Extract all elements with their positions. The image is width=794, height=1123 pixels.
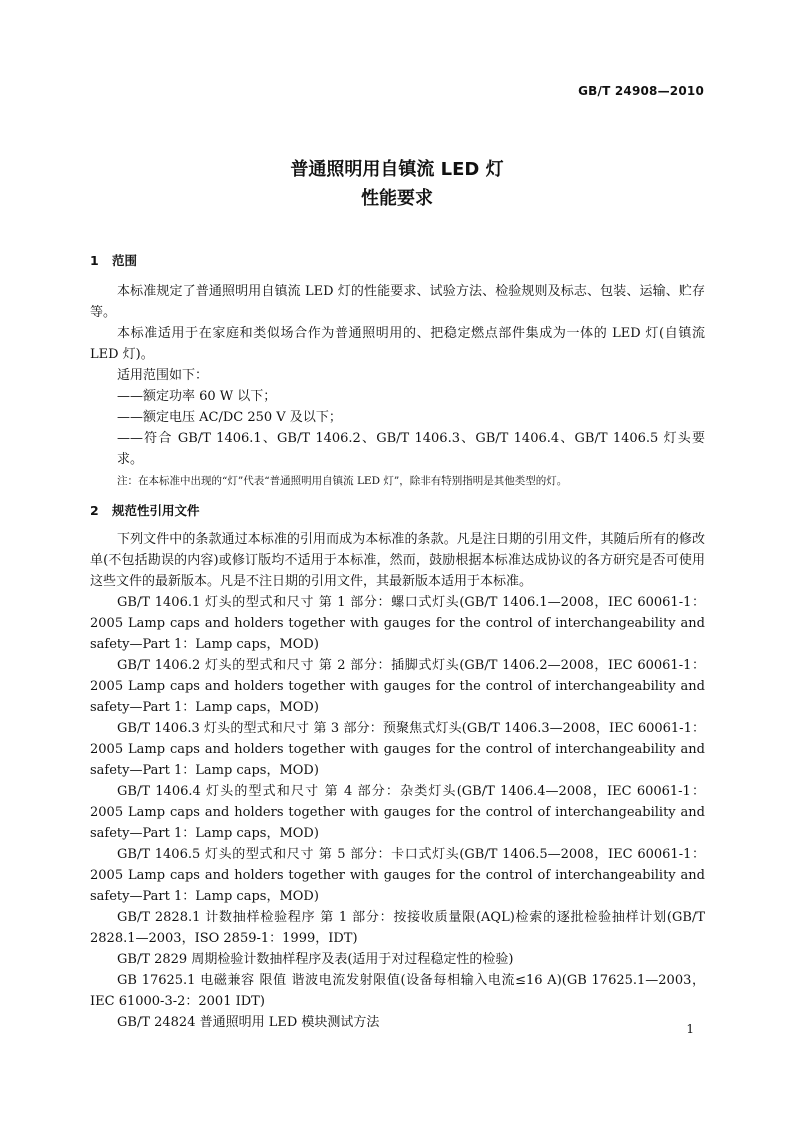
section-title: 规范性引用文件 <box>112 503 200 518</box>
section-heading-normative-references <box>90 500 705 521</box>
section-number: 2 <box>90 503 99 518</box>
document-body <box>90 250 705 1033</box>
reference-item: GB 17625.1 电磁兼容 限值 谐波电流发射限值(设备每相输入电流≤16 A)(GB 17625.1—2003，IEC 61000-3-2：2001 IDT) <box>90 973 705 1009</box>
reference-item: GB/T 1406.2 灯头的型式和尺寸 第 2 部分：插脚式灯头(GB/T 1406.2—2008，IEC 60061-1：2005 Lamp caps and holders together with gauges for the control of interchangeability and safety—Part 1：Lamp caps，MOD) <box>90 658 705 715</box>
reference-item: GB/T 24824 普通照明用 LED 模块测试方法 <box>117 1015 380 1030</box>
paragraph: 本标准规定了普通照明用自镇流 LED 灯的性能要求、试验方法、检验规则及标志、包装、运输、贮存等。 <box>90 284 705 320</box>
reference-item: GB/T 1406.4 灯头的型式和尺寸 第 4 部分：杂类灯头(GB/T 1406.4—2008，IEC 60061-1：2005 Lamp caps and holders together with gauges for the control of interchangeability and safety—Part 1：Lamp caps，MOD) <box>90 784 705 841</box>
document-subtitle: 性能要求 <box>361 188 433 209</box>
scope-intro: 适用范围如下： <box>117 368 209 383</box>
note: 注：在本标准中出现的“灯”代表“普通照明用自镇流 LED 灯”，除非有特别指明是其他类型的灯。 <box>117 475 568 487</box>
reference-item: GB/T 2828.1 计数抽样检验程序 第 1 部分：按接收质量限(AQL)检索的逐批检验抽样计划(GB/T 2828.1—2003，ISO 2859-1：1999，IDT) <box>90 910 705 946</box>
paragraph: 下列文件中的条款通过本标准的引用而成为本标准的条款。凡是注日期的引用文件，其随后所有的修改单(不包括勘误的内容)或修订版均不适用于本标准，然而，鼓励根据本标准达成协议的各方研究是否可使用这些文件的最新版本。凡是不注日期的引用文件，其最新版本适用于本标准。 <box>90 532 705 589</box>
list-item: ——额定功率 60 W 以下； <box>117 389 277 404</box>
section-title: 范围 <box>112 253 138 268</box>
section-heading-scope <box>90 250 705 271</box>
reference-item: GB/T 2829 周期检验计数抽样程序及表(适用于对过程稳定性的检验) <box>117 952 514 967</box>
list-item: ——符合 GB/T 1406.1、GB/T 1406.2、GB/T 1406.3、GB/T 1406.4、GB/T 1406.5 灯头要求。 <box>117 431 705 467</box>
document-title: 普通照明用自镇流 LED 灯 <box>290 159 504 180</box>
reference-item: GB/T 1406.3 灯头的型式和尺寸 第 3 部分：预聚焦式灯头(GB/T 1406.3—2008，IEC 60061-1：2005 Lamp caps and holders together with gauges for the control of interchangeability and safety—Part 1：Lamp caps，MOD) <box>90 721 705 778</box>
reference-item: GB/T 1406.1 灯头的型式和尺寸 第 1 部分：螺口式灯头(GB/T 1406.1—2008，IEC 60061-1：2005 Lamp caps and holders together with gauges for the control of interchangeability and safety—Part 1：Lamp caps，MOD) <box>90 595 705 652</box>
standard-number: GB/T 24908—2010 <box>578 84 704 98</box>
paragraph: 本标准适用于在家庭和类似场合作为普通照明用的、把稳定燃点部件集成为一体的 LED 灯(自镇流 LED 灯)。 <box>90 326 705 362</box>
list-item: ——额定电压 AC/DC 250 V 及以下； <box>117 410 342 425</box>
page-number: 1 <box>686 1022 694 1036</box>
section-number: 1 <box>90 253 99 268</box>
reference-item: GB/T 1406.5 灯头的型式和尺寸 第 5 部分：卡口式灯头(GB/T 1406.5—2008，IEC 60061-1：2005 Lamp caps and holders together with gauges for the control of interchangeability and safety—Part 1：Lamp caps，MOD) <box>90 847 705 904</box>
